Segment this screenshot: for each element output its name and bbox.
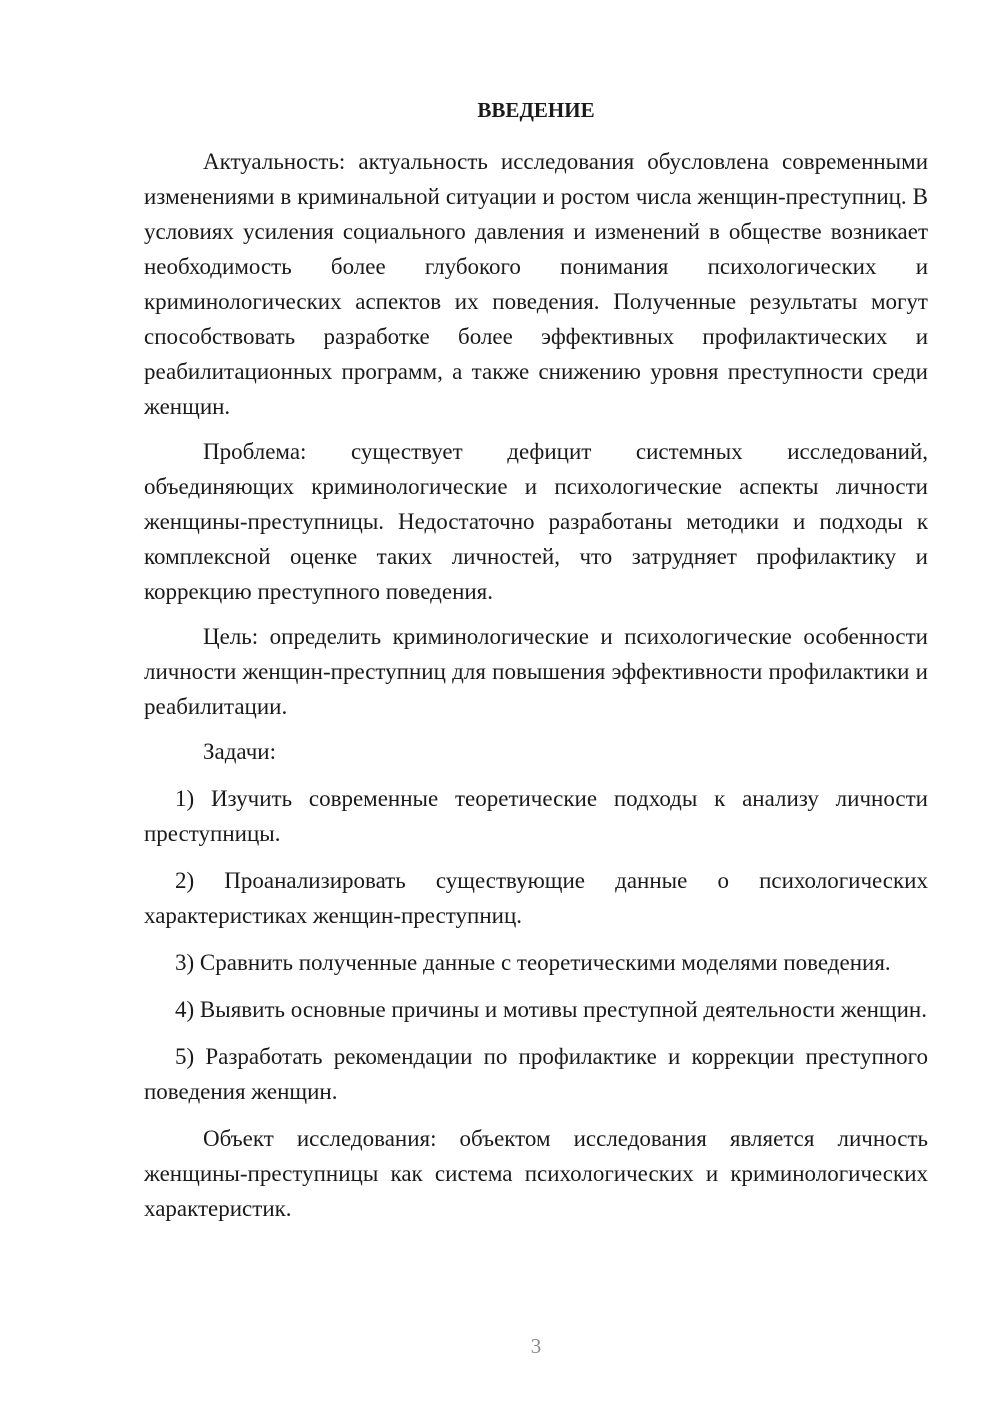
tasks-list bbox=[144, 781, 928, 1109]
tasks-label: Задачи: bbox=[203, 739, 276, 764]
object-paragraph: Объект исследования: объектом исследования является личность женщины-преступницы как система психологических и криминологических характеристик. bbox=[144, 1126, 928, 1221]
task-item: 4) Выявить основные причины и мотивы преступной деятельности женщин. bbox=[175, 997, 927, 1022]
task-item: 3) Сравнить полученные данные с теоретическими моделями поведения. bbox=[175, 950, 891, 975]
task-item: 5) Разработать рекомендации по профилактике и коррекции преступного поведения женщин. bbox=[144, 1044, 928, 1104]
goal-paragraph: Цель: определить криминологические и психологические особенности личности женщин-преступниц для повышения эффективности профилактики и реабилитации. bbox=[144, 624, 928, 719]
problem-paragraph: Проблема: существует дефицит системных исследований, объединяющих криминологические и психологические аспекты личности женщины-преступницы. Недостаточно разработаны методики и подходы к комплексной оценке таких личностей, что затрудняет профилактику и коррекцию преступного поведения. bbox=[144, 439, 928, 604]
task-item: 1) Изучить современные теоретические подходы к анализу личности преступницы. bbox=[144, 786, 928, 846]
page-content bbox=[144, 94, 928, 1236]
section-heading: ВВЕДЕНИЕ bbox=[477, 98, 595, 122]
page-number: 3 bbox=[530, 1334, 542, 1358]
task-item: 2) Проанализировать существующие данные о психологических характеристиках женщин-преступниц. bbox=[144, 868, 928, 928]
relevance-paragraph: Актуальность: актуальность исследования обусловлена современными изменениями в криминальной ситуации и ростом числа женщин-преступниц. В условиях усиления социального давления и изменений в обществе возникает необходимость более глубокого понимания психологических и криминологических аспектов их поведения. Полученные результаты могут способствовать разработке более эффективных профилактических и реабилитационных программ, а также снижению уровня преступности среди женщин. bbox=[144, 149, 928, 419]
